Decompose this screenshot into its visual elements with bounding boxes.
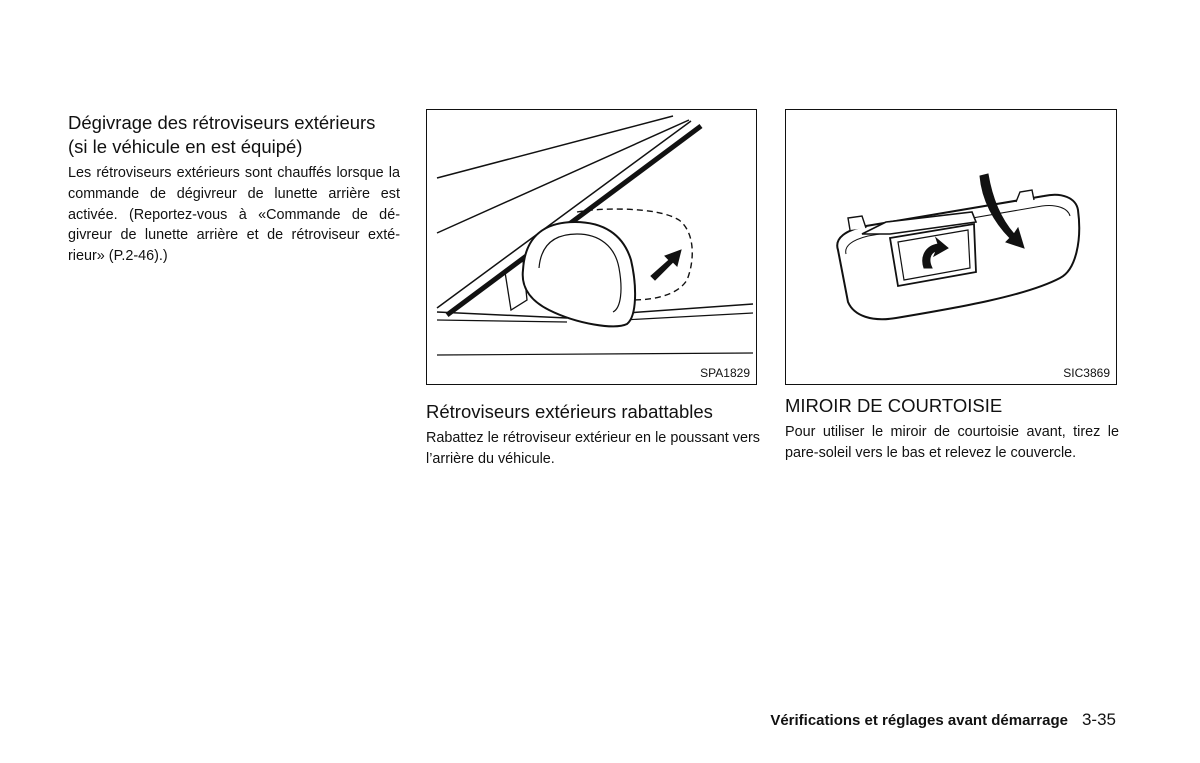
figure-code: SIC3869 [1063, 366, 1110, 380]
section-vanity-mirror [785, 394, 1119, 464]
page-footer [770, 709, 1116, 732]
section-heading: Rétroviseurs extérieurs rabattables [426, 401, 713, 422]
figure-folding-mirror [426, 109, 757, 385]
section-body: Rabattez le rétroviseur extérieur en le poussant vers l’arrière du véhicule. [426, 430, 760, 467]
section-folding-mirrors [426, 400, 760, 470]
footer-section-title: Vérifications et réglages avant démarrage [770, 712, 1068, 729]
figure-code: SPA1829 [700, 366, 750, 380]
section-body: Pour utiliser le miroir de courtoisie avant, tirez le pare-soleil vers le bas et relevez le couvercle. [785, 424, 1119, 461]
section-heading: Dégivrage des rétroviseurs extérieurs (si le véhicule en est équipé) [68, 112, 376, 157]
section-body: Les rétroviseurs extérieurs sont chauffés lorsque la commande de dégivreur de lunette arrière est activée. (Reportez-vous à «Commande de dégivreur de lunette arrière et de rétroviseur extérieur» (P.2-46).) [68, 165, 400, 265]
figure-vanity-mirror [785, 109, 1117, 385]
vanity-mirror-illustration [786, 110, 1115, 383]
section-exterior-mirror-defroster [68, 111, 400, 267]
section-heading: MIROIR DE COURTOISIE [785, 395, 1003, 416]
folding-mirror-illustration [427, 110, 755, 383]
page-number: 3-35 [1081, 710, 1116, 729]
